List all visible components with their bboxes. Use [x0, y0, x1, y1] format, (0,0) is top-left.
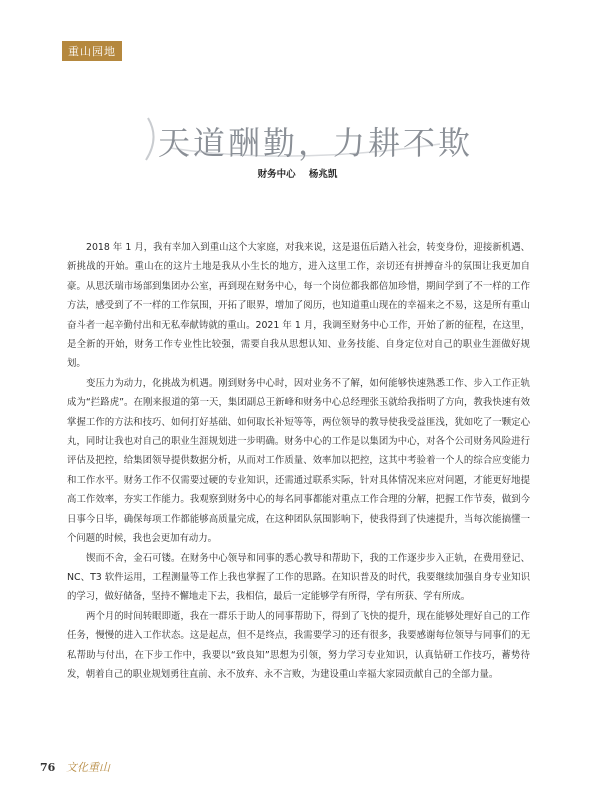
- paragraph: 变压力为动力，化挑战为机遇。刚到财务中心时，因对业务不了解，如何能够快速熟悉工作、步入工作正轨成为“拦路虎”。在刚来报道的第一天，集团副总王新峰和财务中心总经理张玉就给我指明了方向，教我快速有效掌握工作的方法和技巧、如何打好基础、如何取长补短等等，两位领导的教导使我受益匪浅，犹如吃了一颗定心丸，同时让我也对自己的职业生涯规划进一步明确。财务中心的工作是以集团为中心，对各个公司财务风险进行评估及把控，给集团领导提供数据分析，从而对工作质量、效率加以把控，这其中考验着一个人的综合应变能力和工作水平。财务工作不仅需要过硬的专业知识，还需通过联系实际，针对具体情况来应对问题，才能更好地提高工作效率，夯实工作能力。我观察到财务中心的每名同事都能对重点工作合理的分解，把握工作节奏，做到今日事今日毕，确保每项工作都能够高质量完成，在这种团队氛围影响下，使我得到了快速提升，当每次能搞懂一个问题的时候，我也会更加有动力。: [67, 377, 530, 545]
- title-block: [140, 108, 474, 168]
- article-title: 天道酬勤，力耕不欺: [158, 124, 474, 162]
- paragraph: 2018 年 1 月，我有幸加入到重山这个大家庭，对我来说，这是退伍后踏入社会，转变身份，迎接新机遇、新挑战的开始。重山在的这片土地是我从小生长的地方，进入这里工作，亲切还有拼搏奋斗的氛围让我更加自豪。从思沃瑞市场部到集团办公室，再到现在财务中心，每一个岗位都我都倍加珍惜，期间学到了不一样的工作方法，感受到了不一样的工作氛围，开拓了眼界，增加了阅历，也知道重山现在的幸福来之不易，这是所有重山奋斗者一起辛勤付出和无私奉献铸就的重山。2021 年 1 月，我调至财务中心工作，开始了新的征程，在这里，是全新的开始，财务工作专业性比较强，需要自我从思想认知、业务技能、自身定位对自己的职业生涯做好规划。: [67, 242, 530, 370]
- article-body: [67, 238, 530, 684]
- section-tag: 重山园地: [62, 41, 122, 61]
- paragraph: 锲而不舍，金石可镂。在财务中心领导和同事的悉心教导和帮助下，我的工作逐步步入正轨，在费用登记、NC、T3 软件运用，工程测量等工作上我也掌握了工作的思路。在知识普及的时代，我要继续加强自身专业知识的学习，做好储备，坚持不懈地走下去，我相信，最后一定能够学有所得，学有所获、学有所成。: [67, 552, 530, 603]
- page-number: 76: [40, 761, 56, 774]
- paragraph: 两个月的时间转眼即逝，我在一群乐于助人的同事帮助下，得到了飞快的提升，现在能够处理好自己的工作任务，慢慢的进入工作状态。这是起点，但不是终点，我需要学习的还有很多，我要感谢每位领导与同事们的无私帮助与付出，在下步工作中，我要以“致良知”思想为引领，努力学习专业知识，认真钻研工作技巧，蓄势待发，朝着自己的职业规划勇往直前、永不放弃、永不言败，为建设重山幸福大家园贡献自己的全部力量。: [67, 610, 530, 680]
- byline: 财务中心 杨兆凯: [257, 169, 338, 180]
- magazine-brand: 文化重山: [66, 761, 110, 774]
